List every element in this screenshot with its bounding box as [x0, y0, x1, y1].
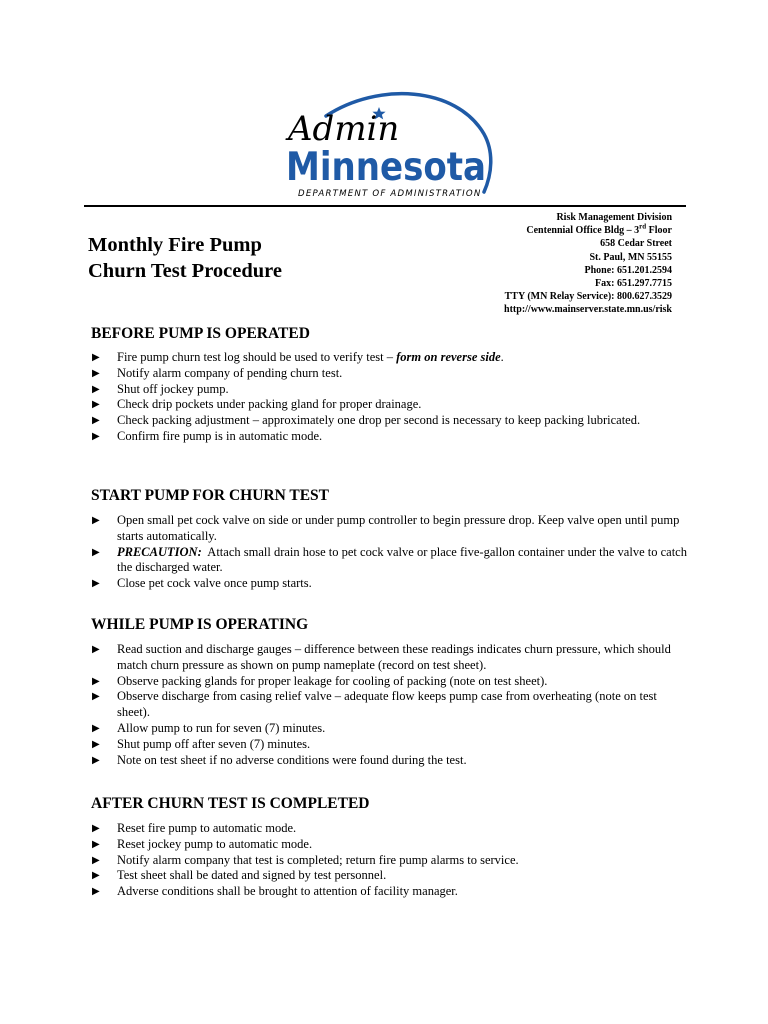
list-item: ▶ Adverse conditions shall be brought to attention of facility manager.	[92, 884, 458, 899]
section-list-before-operated	[91, 350, 691, 445]
bullet-arrow-icon: ▶	[92, 675, 100, 687]
section-heading-after-completed: AFTER CHURN TEST IS COMPLETED	[91, 795, 370, 812]
title-line-2: Churn Test Procedure	[88, 260, 283, 282]
list-item: ▶ Notify alarm company of pending churn test.	[92, 365, 343, 380]
list-item: ▶ Observe packing glands for proper leakage for cooling of packing (note on test sheet).	[92, 673, 548, 688]
list-item: ▶ Open small pet cock valve on side or under pump controller to begin pressure drop. Keep valve open until pump starts automatically.	[92, 513, 680, 543]
bullet-arrow-icon: ▶	[92, 722, 100, 734]
list-item: ▶ Test sheet shall be dated and signed by test personnel.	[92, 868, 387, 883]
title-line-1: Monthly Fire Pump	[88, 234, 262, 256]
contact-url[interactable]: http://www.mainserver.state.mn.us/risk	[504, 304, 672, 316]
bullet-arrow-icon: ▶	[92, 399, 100, 411]
logo-department-text: DEPARTMENT OF ADMINISTRATION	[298, 189, 482, 199]
bullet-arrow-icon: ▶	[92, 515, 100, 526]
bullet-arrow-icon: ▶	[92, 823, 100, 834]
contact-city: St. Paul, MN 55155	[589, 251, 672, 263]
list-item: ▶ Read suction and discharge gauges – difference between these readings indicates churn pressure, which should match churn pressure as shown on pump nameplate (record on test sheet).	[92, 642, 671, 672]
list-item: ▶ Note on test sheet if no adverse conditions were found during the test.	[92, 752, 467, 767]
header-rule	[84, 205, 686, 207]
bullet-arrow-icon: ▶	[92, 383, 100, 395]
bullet-arrow-icon: ▶	[92, 691, 100, 703]
contact-phone: Phone: 651.201.2594	[584, 264, 672, 276]
logo-state-text: Minnesota	[286, 145, 486, 190]
bullet-arrow-icon: ▶	[92, 352, 100, 363]
section-list-while-operating	[91, 642, 691, 768]
section-list-after-completed	[91, 821, 691, 900]
contact-building: Centennial Office Bldg – 3rd Floor	[526, 222, 672, 237]
contact-tty: TTY (MN Relay Service): 800.627.3529	[504, 291, 672, 303]
list-item: ▶ Fire pump churn test log should be used to verify test – form on reverse side.	[92, 350, 504, 364]
list-item: ▶ Close pet cock valve once pump starts.	[92, 576, 312, 591]
section-heading-start-pump: START PUMP FOR CHURN TEST	[91, 487, 330, 504]
section-heading-while-operating: WHILE PUMP IS OPERATING	[91, 616, 309, 633]
bullet-arrow-icon: ▶	[92, 754, 100, 766]
bullet-arrow-icon: ▶	[92, 644, 100, 655]
bullet-arrow-icon: ▶	[92, 430, 100, 442]
list-item: ▶ Observe discharge from casing relief valve – adequate flow keeps pump case from overheating (note on test sheet).	[92, 689, 657, 720]
bullet-arrow-icon: ▶	[92, 738, 100, 750]
list-item: ▶ Check packing adjustment – approximately one drop per second is necessary to keep packing lubricated.	[92, 413, 641, 428]
bullet-arrow-icon: ▶	[92, 870, 100, 882]
contact-fax: Fax: 651.297.7715	[595, 278, 672, 290]
bullet-arrow-icon: ▶	[92, 886, 100, 898]
bullet-arrow-icon: ▶	[92, 838, 100, 850]
bullet-arrow-icon: ▶	[92, 854, 100, 866]
contact-street: 658 Cedar Street	[600, 238, 672, 250]
list-item: ▶ Confirm fire pump is in automatic mode.	[92, 428, 323, 443]
list-item: ▶ Shut off jockey pump.	[92, 381, 229, 396]
list-item: ▶ PRECAUTION: Attach small drain hose to pet cock valve or place five-gallon container under the valve to catch the discharged water.	[92, 544, 691, 575]
bullet-arrow-icon: ▶	[92, 415, 100, 427]
list-item: ▶ Reset fire pump to automatic mode.	[92, 821, 297, 835]
section-heading-before-operated: BEFORE PUMP IS OPERATED	[91, 325, 310, 342]
admin-minnesota-logo	[280, 88, 495, 200]
page-title	[88, 232, 282, 284]
list-item: ▶ Reset jockey pump to automatic mode.	[92, 836, 313, 851]
list-item: ▶ Check drip pockets under packing gland for proper drainage.	[92, 397, 422, 412]
logo-script-text: Admin	[288, 109, 400, 149]
bullet-arrow-icon: ▶	[92, 546, 100, 558]
contact-block	[504, 211, 672, 317]
section-list-start-pump	[91, 513, 691, 592]
bullet-arrow-icon: ▶	[92, 367, 100, 379]
bullet-arrow-icon: ▶	[92, 578, 100, 590]
list-item: ▶ Notify alarm company that test is completed; return fire pump alarms to service.	[92, 852, 519, 867]
list-item: ▶ Shut pump off after seven (7) minutes.	[92, 736, 311, 751]
contact-division: Risk Management Division	[556, 212, 672, 223]
list-item: ▶ Allow pump to run for seven (7) minutes.	[92, 720, 326, 735]
